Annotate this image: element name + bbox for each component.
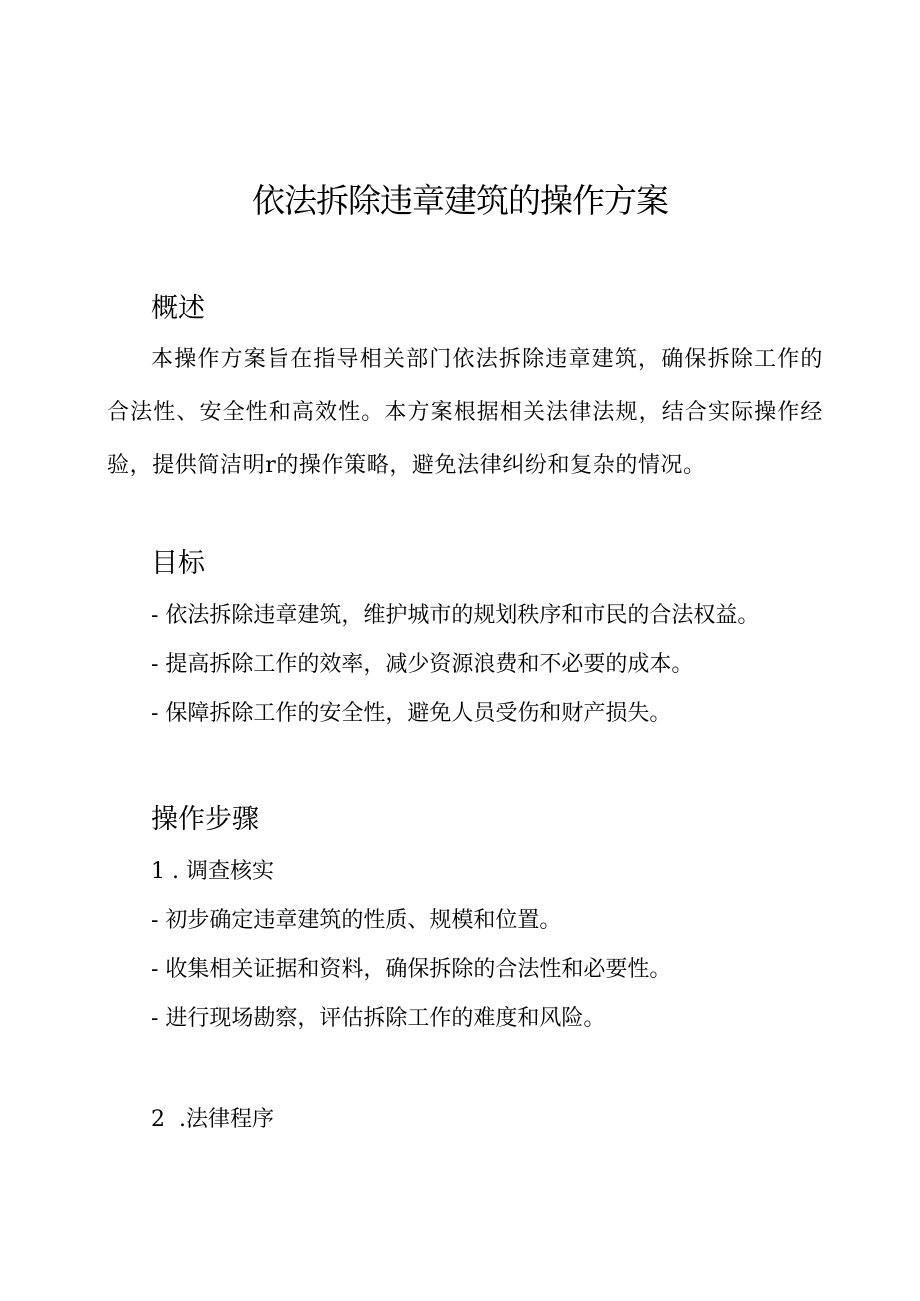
goals-heading: 目标 [151,548,205,579]
goal-item-1: - 依法拆除违章建筑，维护城市的规划秩序和市民的合法权益。 [151,603,760,628]
goal-item-3: - 保障拆除工作的安全性，避免人员受伤和财产损失。 [151,701,672,726]
step-1-item-3: - 进行现场勘察，评估拆除工作的难度和风险。 [151,1006,606,1031]
document-title: 依法拆除违章建筑的操作方案 [252,181,668,220]
step-2-title: 2 .法律程序 [151,1107,274,1132]
step-1-title: 1 . 调查核实 [151,859,274,884]
steps-heading: 操作步骤 [151,804,259,835]
overview-heading: 概述 [151,293,205,324]
goal-item-2: - 提高拆除工作的效率，减少资源浪费和不必要的成本。 [151,652,694,677]
step-1-item-2: - 收集相关证据和资料，确保拆除的合法性和必要性。 [151,957,672,982]
overview-paragraph: 本操作方案旨在指导相关部门依法拆除违章建筑，确保拆除工作的合法性、安全性和高效性。本方案根据相关法律法规，结合实际操作经验，提供简洁明r的操作策略，避免法律纠纷和复杂的情况。 [107,347,823,478]
step-1-item-1: - 初步确定违章建筑的性质、规模和位置。 [151,908,562,933]
